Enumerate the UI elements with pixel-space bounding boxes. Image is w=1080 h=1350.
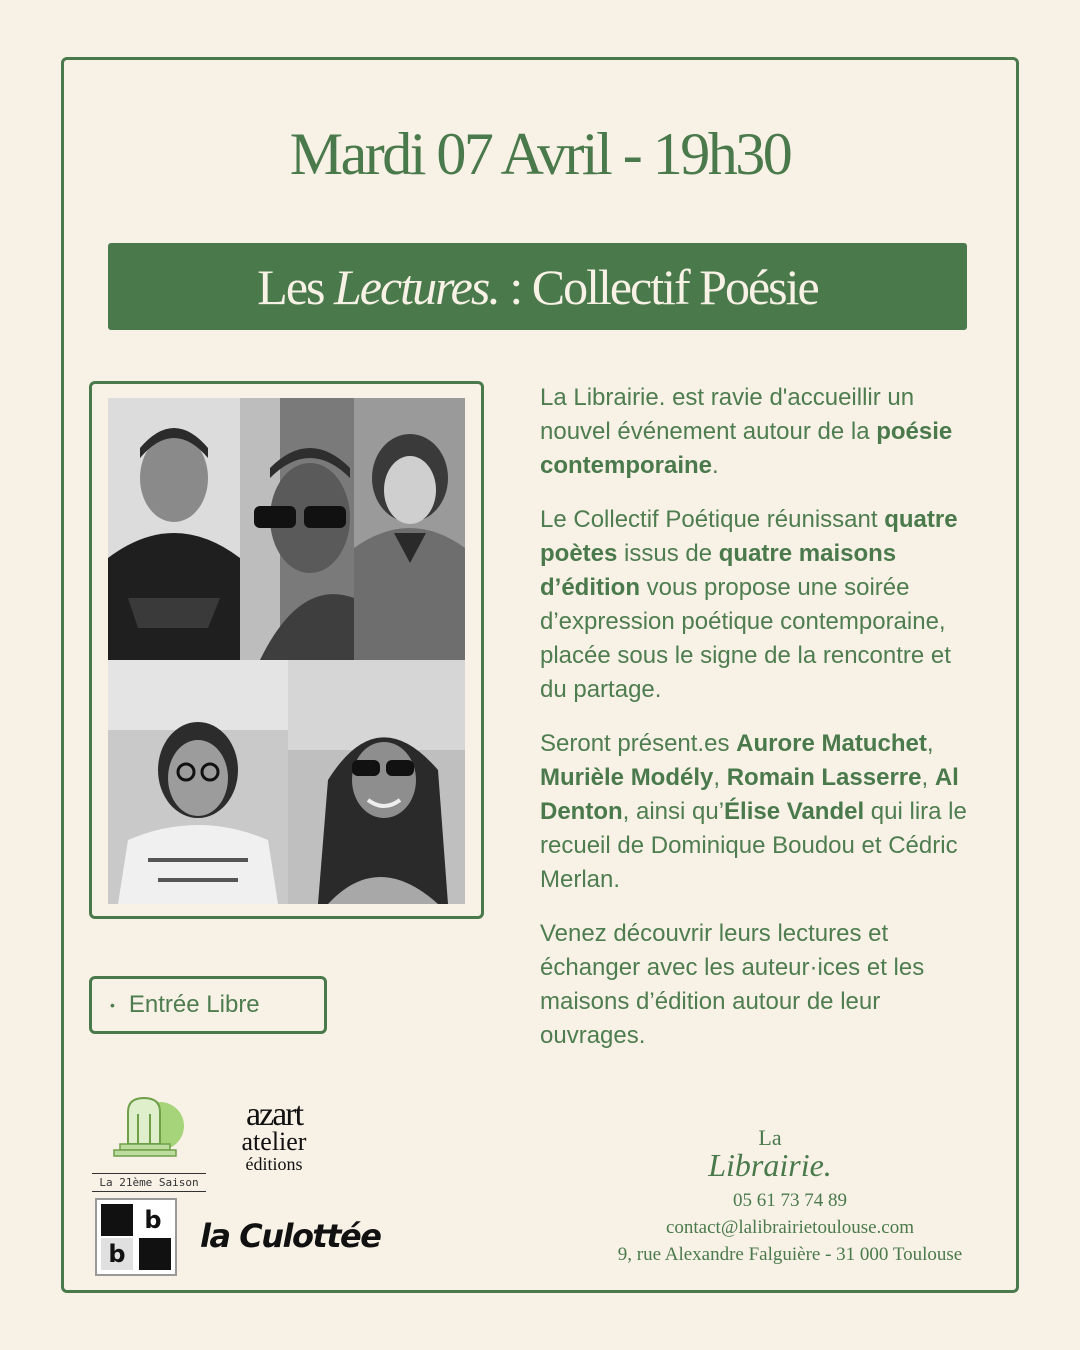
invitation-paragraph: Venez découvrir leurs lectures et échanger avec les auteur·ices et les maisons d’édition autour de leur ouvrages. (540, 920, 925, 1049)
postal-address: 9, rue Alexandre Falguière - 31 000 Toulouse (617, 1244, 963, 1265)
text-segment: vous propose une soirée d’expression poétique contemporaine, placée sous le signe de la rencontre et du partage. (540, 574, 951, 703)
collective-paragraph (540, 503, 980, 707)
azart-atelier-logo[interactable] (226, 1096, 322, 1190)
svg-text:b: b (144, 1206, 162, 1234)
guests-paragraph (540, 727, 980, 897)
emphasis-text: quatre poètes (540, 506, 958, 567)
brand-la: La (758, 1125, 782, 1150)
text-segment: issus de (617, 540, 719, 567)
portrait-photo-1 (108, 398, 240, 660)
text-segment: Seront présent.es (540, 730, 737, 757)
bb-editions-logo[interactable] (95, 1198, 177, 1276)
title-italic: Lectures. (333, 258, 499, 315)
la-culottee-logo[interactable]: la Culottée (200, 1217, 381, 1255)
guest-name: Aurore Matuchet (736, 730, 927, 757)
text-segment: , (713, 764, 727, 791)
text-segment: , (926, 730, 934, 757)
bullet-icon: • (110, 997, 115, 1013)
event-description (540, 381, 980, 1073)
la-21eme-saison-logo[interactable] (92, 1094, 206, 1190)
guest-name: Al Denton (540, 764, 959, 825)
text-segment: . (712, 452, 719, 479)
portrait-photo-5 (288, 660, 465, 904)
text-segment: Le Collectif Poétique réunissant (540, 506, 885, 533)
text-segment: qui lira le recueil de Dominique Boudou et Cédric Merlan. (540, 798, 967, 893)
brand-librairie: Librairie. (708, 1147, 832, 1183)
text-segment: La Librairie. est ravie d'accueillir un nouvel événement autour de la (540, 384, 915, 445)
title-suffix: : Collectif Poésie (509, 258, 818, 315)
guest-name: Romain Lasserre (726, 764, 922, 791)
free-entry-badge (89, 976, 327, 1034)
guest-name: Élise Vandel (724, 798, 865, 825)
saison-label: La 21ème Saison (92, 1173, 206, 1192)
atelier-word: atelier (241, 1127, 307, 1156)
text-segment: , ainsi qu’ (622, 798, 725, 825)
phone-number[interactable]: 05 61 73 74 89 (733, 1190, 847, 1211)
azart-word: azart (245, 1096, 303, 1133)
portrait-photo-3 (354, 398, 465, 660)
text-segment: , (921, 764, 935, 791)
portrait-photo-4 (108, 660, 288, 904)
editions-word: éditions (245, 1154, 303, 1174)
portrait-photo-2 (240, 398, 354, 660)
emphasis-text: poésie contemporaine (540, 418, 953, 479)
svg-text:b: b (108, 1240, 126, 1268)
event-title-banner (108, 243, 967, 330)
guest-name: Murièle Modély (540, 764, 714, 791)
title-prefix: Les (257, 258, 324, 315)
event-date: Mardi 07 Avril - 19h30 (289, 121, 791, 187)
intro-paragraph (540, 381, 980, 483)
email-address[interactable]: contact@lalibrairietoulouse.com (665, 1217, 915, 1238)
emphasis-text: quatre maisons d’édition (540, 540, 897, 601)
free-entry-label: Entrée Libre (128, 991, 260, 1018)
bookstore-contact (560, 1127, 1020, 1268)
